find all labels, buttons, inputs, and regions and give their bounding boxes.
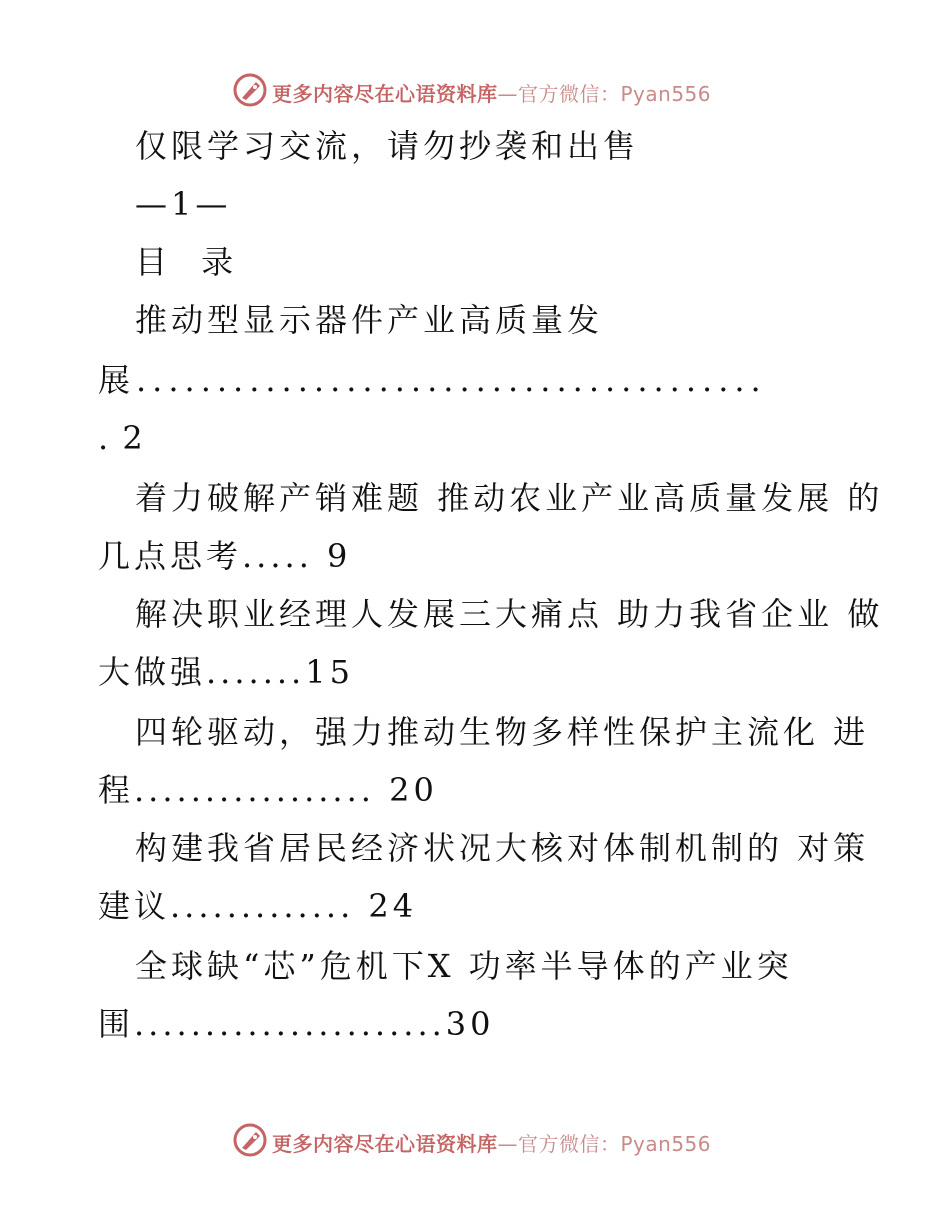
toc-entry-4-line1[interactable]: 四轮驱动，强力推动生物多样性保护主流化 进 [135, 713, 870, 751]
watermark-text: 更多内容尽在心语资料库—官方微信：Pyan556 [272, 82, 712, 106]
toc-entry-1-line1[interactable]: 推动型显示器件产业高质量发 [135, 301, 604, 339]
watermark-top [0, 70, 950, 110]
toc-entry-1-line3[interactable]: . 2 [98, 419, 145, 457]
pen-logo-icon [232, 1122, 268, 1158]
notice-line: 仅限学习交流，请勿抄袭和出售 [135, 127, 640, 165]
toc-entry-6-line1[interactable]: 全球缺“芯”危机下X 功率半导体的产业突 [135, 947, 793, 985]
pen-logo-icon [232, 72, 268, 108]
toc-entry-3-line2[interactable]: 大做强.......15 [98, 653, 354, 691]
page-marker: —1— [135, 185, 232, 223]
toc-title: 目 录 [135, 243, 246, 281]
toc-entry-4-line2[interactable]: 程................. 20 [98, 771, 438, 809]
toc-entry-2-line1[interactable]: 着力破解产销难题 推动农业产业高质量发展 的 [135, 479, 884, 517]
watermark-text: 更多内容尽在心语资料库—官方微信：Pyan556 [272, 1132, 712, 1156]
toc-entry-1-line2[interactable]: 展....................................... [98, 361, 767, 399]
toc-entry-3-line1[interactable]: 解决职业经理人发展三大痛点 助力我省企业 做 [135, 595, 884, 633]
toc-entry-5-line2[interactable]: 建议............. 24 [98, 887, 418, 925]
watermark-bottom [0, 1120, 950, 1160]
toc-entry-5-line1[interactable]: 构建我省居民经济状况大核对体制机制的 对策 [135, 829, 870, 867]
toc-entry-6-line2[interactable]: 围......................30 [98, 1005, 495, 1043]
toc-entry-2-line2[interactable]: 几点思考..... 9 [98, 537, 352, 575]
